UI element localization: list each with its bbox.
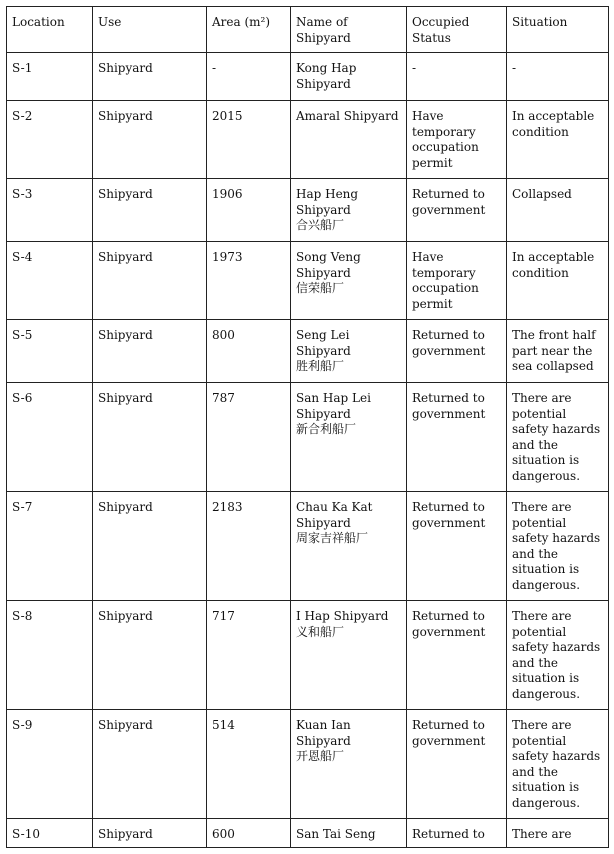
cell-area: 1906: [207, 179, 291, 242]
cell-situation: Collapsed: [507, 179, 609, 242]
cell-situation: The front half part near the sea collapsed: [507, 320, 609, 383]
cell-situation: In acceptable condition: [507, 101, 609, 179]
cell-status: Returned to government: [407, 179, 507, 242]
cell-use: Shipyard: [93, 242, 207, 320]
cell-use: Shipyard: [93, 383, 207, 492]
cell-location: S-10: [7, 819, 93, 848]
cell-use: Shipyard: [93, 179, 207, 242]
cell-status: Returned to government: [407, 383, 507, 492]
table-row: [7, 710, 609, 819]
cell-use: Shipyard: [93, 492, 207, 601]
cell-status: Have temporary occupation permit: [407, 101, 507, 179]
cell-area: -: [207, 53, 291, 101]
cell-area: 514: [207, 710, 291, 819]
cell-name: I Hap Shipyard 义和船厂: [291, 601, 407, 710]
cell-location: S-4: [7, 242, 93, 320]
cell-use: Shipyard: [93, 710, 207, 819]
cell-use: Shipyard: [93, 53, 207, 101]
cell-area: 2015: [207, 101, 291, 179]
cell-situation: There are potential safety hazards and the situation is dangerous.: [507, 710, 609, 819]
cell-area: 717: [207, 601, 291, 710]
cell-use: Shipyard: [93, 320, 207, 383]
table-row: [7, 601, 609, 710]
cell-situation: There are potential safety hazards and the situation is dangerous.: [507, 383, 609, 492]
table-row: [7, 819, 609, 848]
cell-name: Seng Lei Shipyard 胜利船厂: [291, 320, 407, 383]
cell-location: S-3: [7, 179, 93, 242]
cell-name: Amaral Shipyard: [291, 101, 407, 179]
cell-location: S-7: [7, 492, 93, 601]
table-row: [7, 383, 609, 492]
cell-name: Kuan Ian Shipyard 开恩船厂: [291, 710, 407, 819]
cell-use: Shipyard: [93, 601, 207, 710]
cell-name: San Hap Lei Shipyard 新合利船厂: [291, 383, 407, 492]
header-situation: Situation: [507, 7, 609, 53]
header-use: Use: [93, 7, 207, 53]
cell-location: S-2: [7, 101, 93, 179]
cell-location: S-1: [7, 53, 93, 101]
cell-status: Returned to government: [407, 601, 507, 710]
cell-location: S-5: [7, 320, 93, 383]
document-page: [6, 6, 608, 848]
cell-situation: There are: [507, 819, 609, 848]
cell-area: 600: [207, 819, 291, 848]
cell-use: Shipyard: [93, 819, 207, 848]
header-area: Area (m²): [207, 7, 291, 53]
cell-name: San Tai Seng: [291, 819, 407, 848]
cell-status: Returned to government: [407, 492, 507, 601]
cell-status: -: [407, 53, 507, 101]
cell-status: Returned to: [407, 819, 507, 848]
header-location: Location: [7, 7, 93, 53]
cell-location: S-9: [7, 710, 93, 819]
cell-status: Returned to government: [407, 320, 507, 383]
table-row: [7, 242, 609, 320]
shipyard-table: [6, 6, 609, 848]
cell-location: S-6: [7, 383, 93, 492]
cell-situation: There are potential safety hazards and the situation is dangerous.: [507, 492, 609, 601]
cell-area: 2183: [207, 492, 291, 601]
cell-location: S-8: [7, 601, 93, 710]
table-row: [7, 179, 609, 242]
cell-name: Hap Heng Shipyard 合兴船厂: [291, 179, 407, 242]
cell-name: Kong Hap Shipyard: [291, 53, 407, 101]
header-row: [7, 7, 609, 53]
table-row: [7, 492, 609, 601]
cell-status: Have temporary occupation permit: [407, 242, 507, 320]
table-row: [7, 53, 609, 101]
cell-use: Shipyard: [93, 101, 207, 179]
cell-area: 800: [207, 320, 291, 383]
header-status: Occupied Status: [407, 7, 507, 53]
cell-name: Song Veng Shipyard 信荣船厂: [291, 242, 407, 320]
cell-name: Chau Ka Kat Shipyard 周家吉祥船厂: [291, 492, 407, 601]
header-name: Name of Shipyard: [291, 7, 407, 53]
table-row: [7, 101, 609, 179]
cell-situation: In acceptable condition: [507, 242, 609, 320]
cell-status: Returned to government: [407, 710, 507, 819]
cell-area: 1973: [207, 242, 291, 320]
table-row: [7, 320, 609, 383]
cell-area: 787: [207, 383, 291, 492]
cell-situation: -: [507, 53, 609, 101]
cell-situation: There are potential safety hazards and the situation is dangerous.: [507, 601, 609, 710]
